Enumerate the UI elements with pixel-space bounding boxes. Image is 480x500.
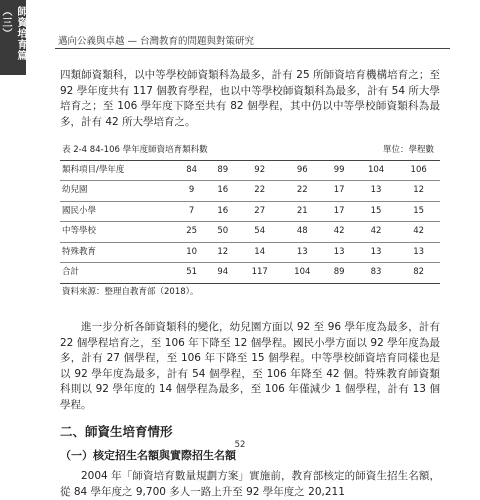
table-cell: 27 [238,201,281,222]
table-header-cell: 96 [296,164,308,175]
table-cell: 21 [281,201,324,222]
table-row-label: 國民小學 [60,201,176,222]
table-cell: 48 [281,222,324,243]
table-header-cell: 84 [186,164,198,175]
data-table [60,143,440,300]
table-cell: 9 [176,181,207,202]
chapter-tab-label: 師資培育篇（三） [0,6,26,61]
table-cell: 13 [355,181,398,202]
table-cell: 25 [176,222,207,243]
table-header-cell: 104 [367,164,385,175]
table-cell: 42 [397,222,440,243]
table-cell: 22 [281,181,324,202]
table-cell: 14 [238,242,281,263]
table-cell: 51 [176,263,207,284]
chapter-tab [0,0,26,75]
table-cell: 13 [397,242,440,263]
table-cell: 12 [397,181,440,202]
table-cell: 13 [281,242,324,263]
table-header-cell: 89 [217,164,229,175]
table-total-row [60,263,440,284]
table-cell: 82 [397,263,440,284]
table-cell: 83 [355,263,398,284]
table-source: 資料來源：整理自教育部（2018）。 [62,286,199,297]
table-cell: 13 [324,242,355,263]
table-header-cell: 106 [410,164,427,175]
table-cell: 117 [238,263,281,284]
table-cell: 10 [176,242,207,263]
table-cell: 13 [355,242,398,263]
section-heading: 二、師資生培育情形 [60,424,173,439]
header-rule [55,48,450,49]
paragraph-1: 四類師資類科，以中等學校師資類科為最多，計有 25 所師資培育機構培育之；至 92 學年度共有 117 個教育學程，也以中等學校師資類科為最多，計有 54 所大學培育之；至 106 學年度下降至共有 82 個學程，其中仍以中等學校師資類科為最多，計有 42 所大學培育之。 [60,69,440,128]
table-row-label: 特殊教育 [60,242,176,263]
table-cell: 15 [397,201,440,222]
table-header-row [60,161,440,181]
table-cell: 7 [176,201,207,222]
table-row [60,201,440,222]
table-row [60,222,440,243]
paragraph-3: 2004 年「師資培育數量規劃方案」實施前，教育部核定的師資生招生名額，從 84 學年度之 9,700 多人一路上升至 92 學年度之 20,211 [60,470,440,498]
table-cell: 12 [207,242,238,263]
table-cell: 50 [207,222,238,243]
table-row-label: 中等學校 [60,222,176,243]
page-number: 52 [234,440,246,450]
subsection-heading: （一）核定招生名額與實際招生名額 [60,449,236,462]
table-row [60,242,440,263]
table-cell: 17 [324,181,355,202]
table-cell: 42 [324,222,355,243]
table-cell: 16 [207,181,238,202]
table-cell: 15 [355,201,398,222]
table-cell: 94 [207,263,238,284]
table-caption-row [60,143,440,160]
table-row [60,181,440,202]
table-cell: 104 [281,263,324,284]
table-row-label: 合計 [60,263,176,284]
table-cell: 54 [238,222,281,243]
table-cell: 17 [324,201,355,222]
table-cell: 16 [207,201,238,222]
table-header-cell: 類科項目/學年度 [62,164,125,175]
table-grid [60,161,440,284]
table-cell: 89 [324,263,355,284]
table-cell: 22 [238,181,281,202]
table-header-cell: 92 [254,164,266,175]
paragraph-2: 進一步分析各師資類科的變化，幼兒園方面以 92 至 96 學年度為最多，計有 22 個學程培育之，至 106 年下降至 12 個學程。國民小學方面以 92 學年度為最多，計有 27 個學程，至 106 年下降至 15 個學程。中等學校師資培育同樣也是以 92 學年度為最多，計有 54 個學程，至 106 年降至 42 個。特殊教育師資類科則以 92 學年度的 14 個學程為最多，至 106 年僅減少 1 個學程，計有 13 個學程。 [60,321,440,411]
table-unit: 單位：學程數 [382,145,434,155]
table-row-label: 幼兒園 [60,181,176,202]
table-header-cell: 99 [333,164,345,175]
table-cell: 42 [355,222,398,243]
page-body [60,68,440,500]
table-caption: 表 2-4 84-106 學年度師資培育類科數 [62,145,208,155]
running-header: 邁向公義與卓越 — 台灣教育的問題與對策研究 [58,36,255,47]
